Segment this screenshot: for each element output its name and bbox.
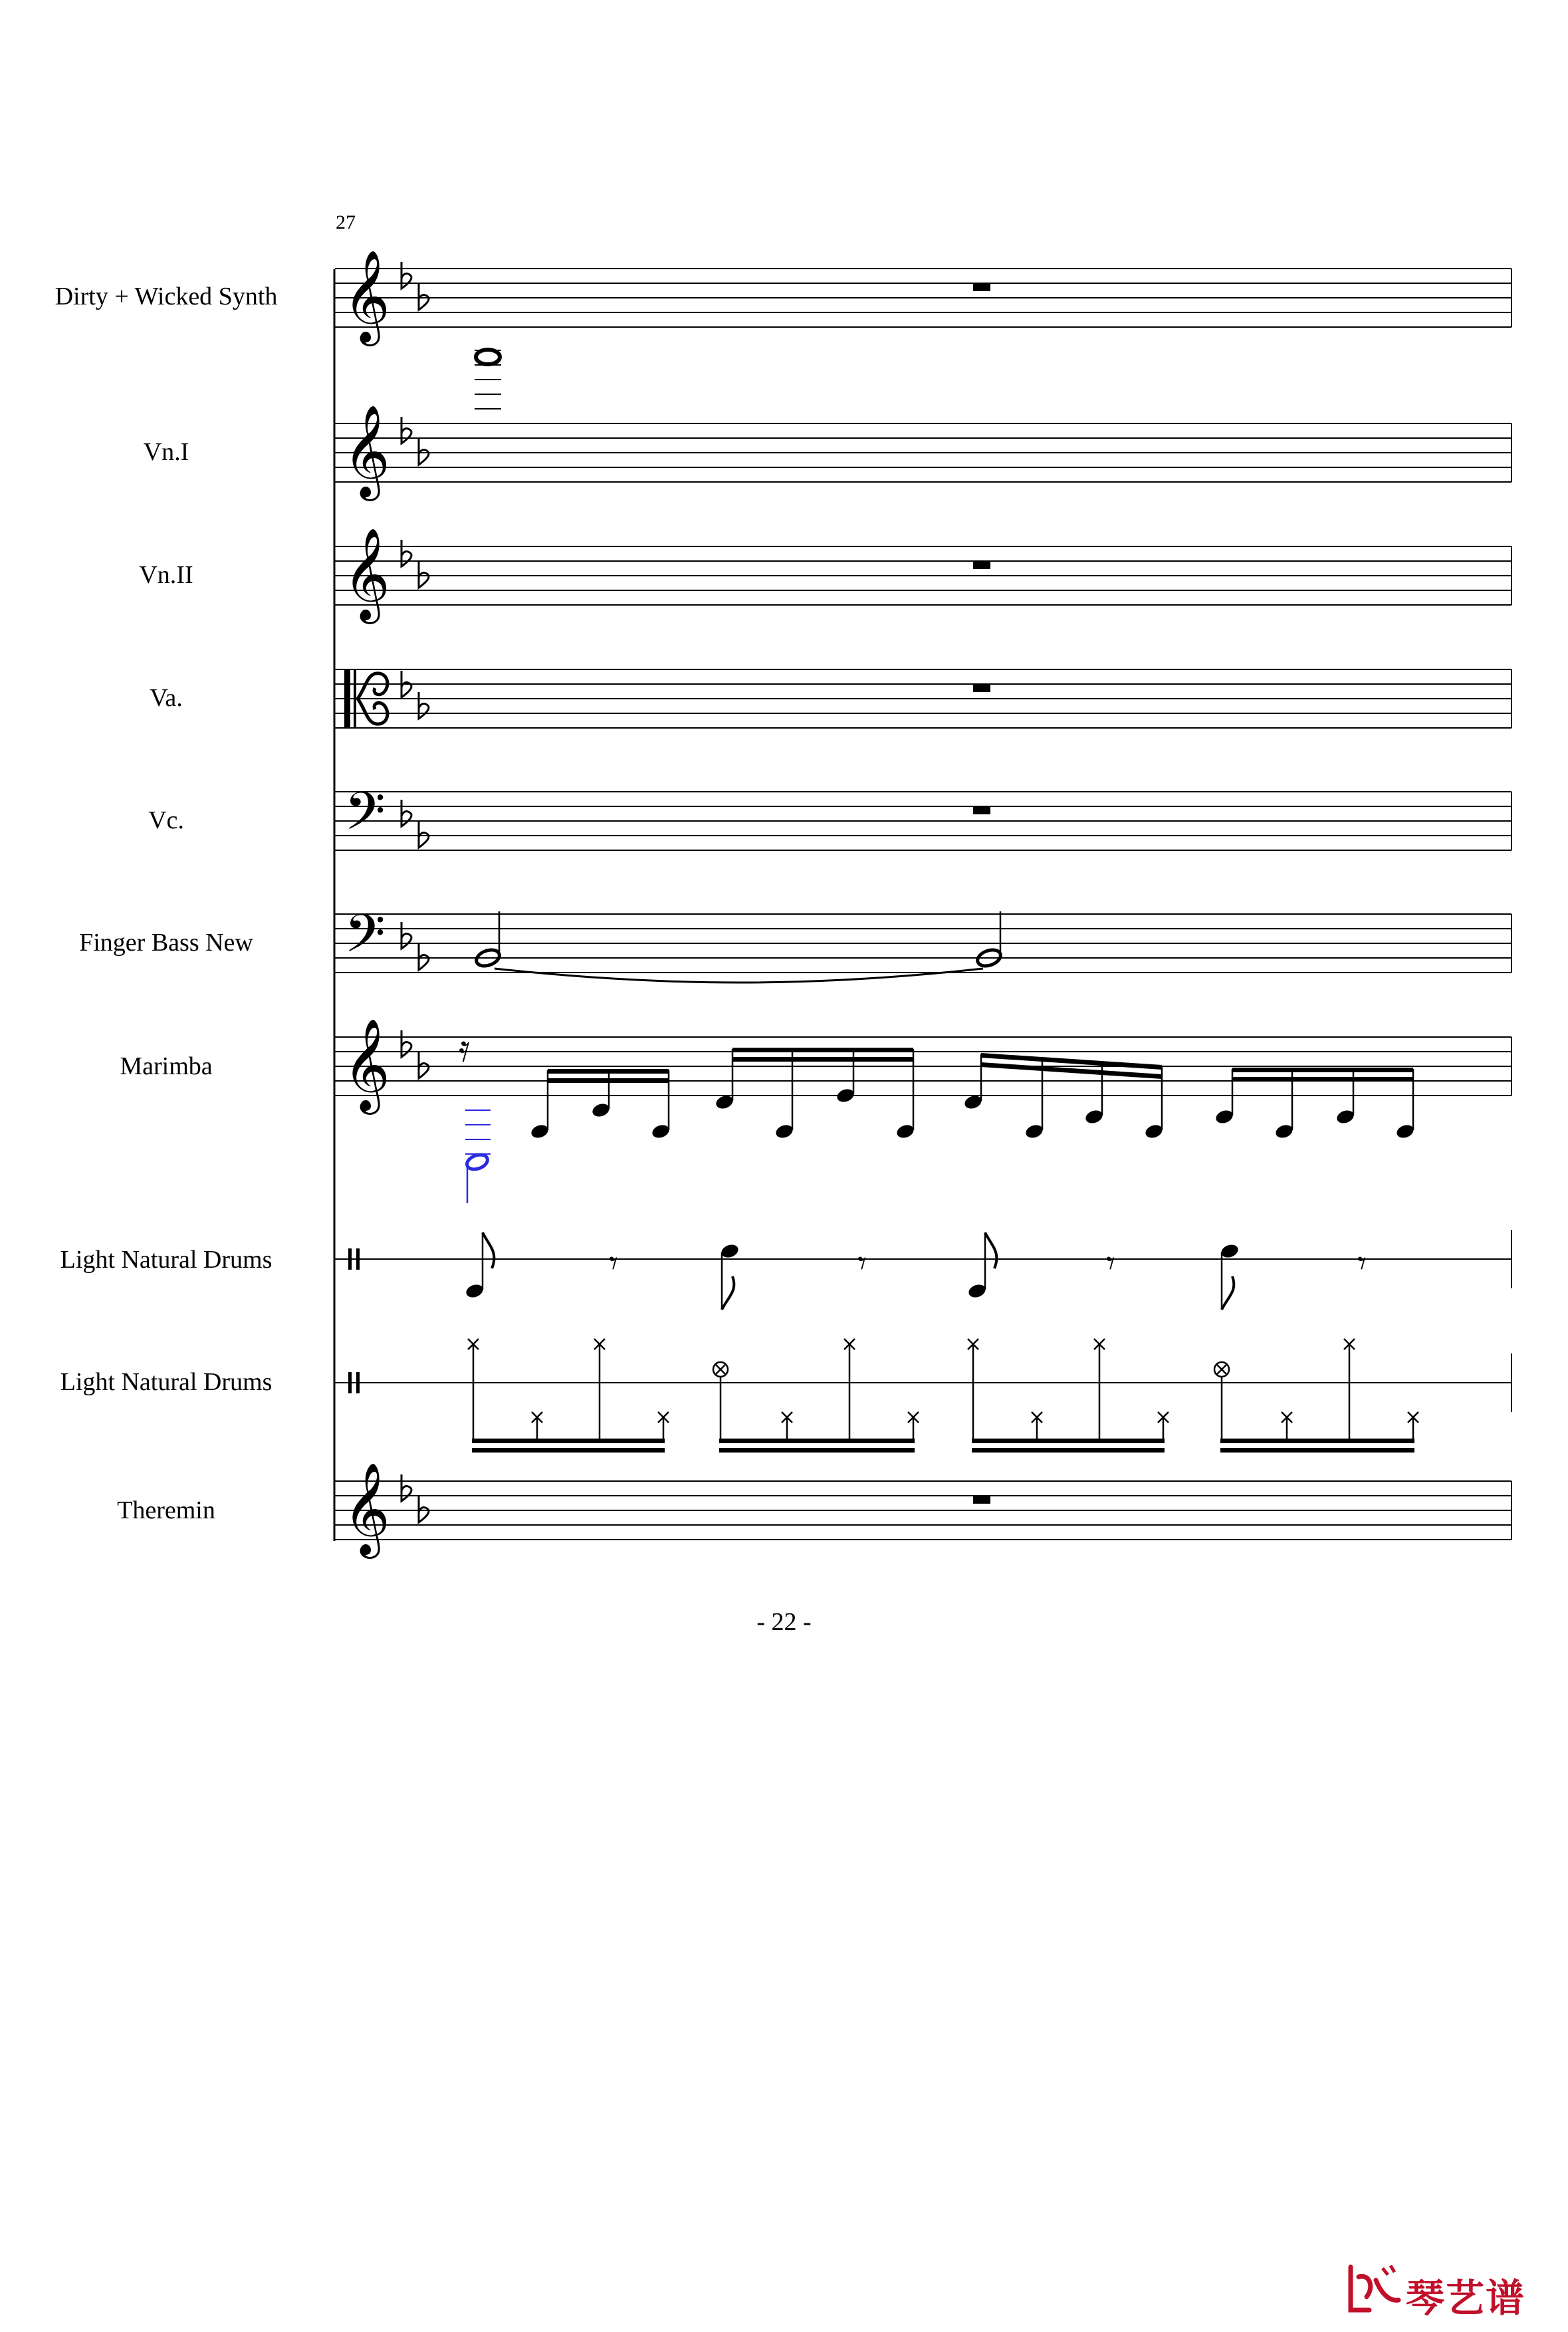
instrument-label-drums1: Light Natural Drums bbox=[60, 1246, 273, 1274]
eighth-note bbox=[465, 1232, 495, 1300]
staff-drums1 bbox=[335, 1230, 1512, 1310]
note-group bbox=[530, 1069, 671, 1140]
page-number: - 22 - bbox=[756, 1608, 812, 1636]
whole-rest-icon bbox=[973, 283, 990, 291]
eighth-rest-icon: 𝄾 bbox=[1357, 1244, 1367, 1284]
instrument-label-synth: Dirty + Wicked Synth bbox=[55, 283, 278, 310]
staff-theremin bbox=[335, 1462, 1512, 1559]
instrument-label-bass: Finger Bass New bbox=[79, 929, 253, 957]
treble-clef-icon: 𝄞 bbox=[343, 1462, 390, 1555]
tie bbox=[495, 969, 983, 983]
whole-rest-icon bbox=[973, 806, 990, 814]
watermark-logo bbox=[1343, 2260, 1555, 2320]
treble-clef-icon: 𝄞 bbox=[343, 528, 390, 620]
treble-clef-icon: 𝄞 bbox=[343, 250, 390, 342]
staff-synth bbox=[335, 250, 1512, 346]
logo-icon bbox=[1343, 2260, 1402, 2320]
eighth-note bbox=[967, 1232, 997, 1300]
staff-vn2 bbox=[335, 528, 1512, 624]
watermark-text: 琴艺谱 bbox=[1406, 2275, 1526, 2321]
instrument-label-marimba: Marimba bbox=[120, 1052, 213, 1080]
treble-clef-icon: 𝄞 bbox=[343, 1018, 390, 1111]
instrument-label-drums2: Light Natural Drums bbox=[60, 1368, 273, 1396]
whole-rest-icon bbox=[973, 1496, 990, 1504]
bass-clef-icon: 𝄢 bbox=[344, 903, 386, 977]
bass-clef-icon: 𝄢 bbox=[344, 780, 386, 855]
instrument-label-theremin: Theremin bbox=[117, 1496, 215, 1524]
eighth-rest-icon: 𝄾 bbox=[1106, 1244, 1115, 1284]
staff-drums2 bbox=[335, 1339, 1512, 1453]
note-group bbox=[1214, 1068, 1416, 1140]
instrument-label-vn1: Vn.I bbox=[143, 438, 189, 466]
treble-clef-icon: 𝄞 bbox=[343, 405, 390, 497]
rest-icon: 𝄿 bbox=[459, 1027, 471, 1070]
eighth-rest-icon: 𝄾 bbox=[609, 1244, 618, 1284]
eighth-rest-icon: 𝄾 bbox=[857, 1244, 867, 1284]
instrument-label-vn2: Vn.II bbox=[139, 561, 193, 589]
percussion-clef-icon bbox=[348, 1248, 352, 1270]
whole-rest-icon bbox=[973, 684, 990, 692]
staff-vc bbox=[335, 780, 1512, 855]
whole-rest-icon bbox=[973, 561, 990, 569]
whole-note bbox=[476, 350, 500, 364]
highlighted-note bbox=[465, 1110, 491, 1203]
note-group bbox=[715, 1048, 916, 1140]
eighth-note bbox=[720, 1242, 740, 1310]
instrument-label-vc: Vc. bbox=[148, 806, 184, 834]
staff-bass bbox=[335, 903, 1512, 983]
percussion-clef-icon bbox=[348, 1372, 352, 1393]
staff-marimba bbox=[335, 1018, 1512, 1203]
eighth-note bbox=[1220, 1242, 1240, 1310]
hihat-pattern bbox=[468, 1339, 1418, 1440]
staff-vn1 bbox=[335, 350, 1512, 501]
beams bbox=[472, 1439, 1414, 1453]
measure-number: 27 bbox=[336, 211, 356, 233]
staff-va bbox=[335, 669, 1512, 728]
instrument-label-va: Va. bbox=[150, 684, 183, 712]
